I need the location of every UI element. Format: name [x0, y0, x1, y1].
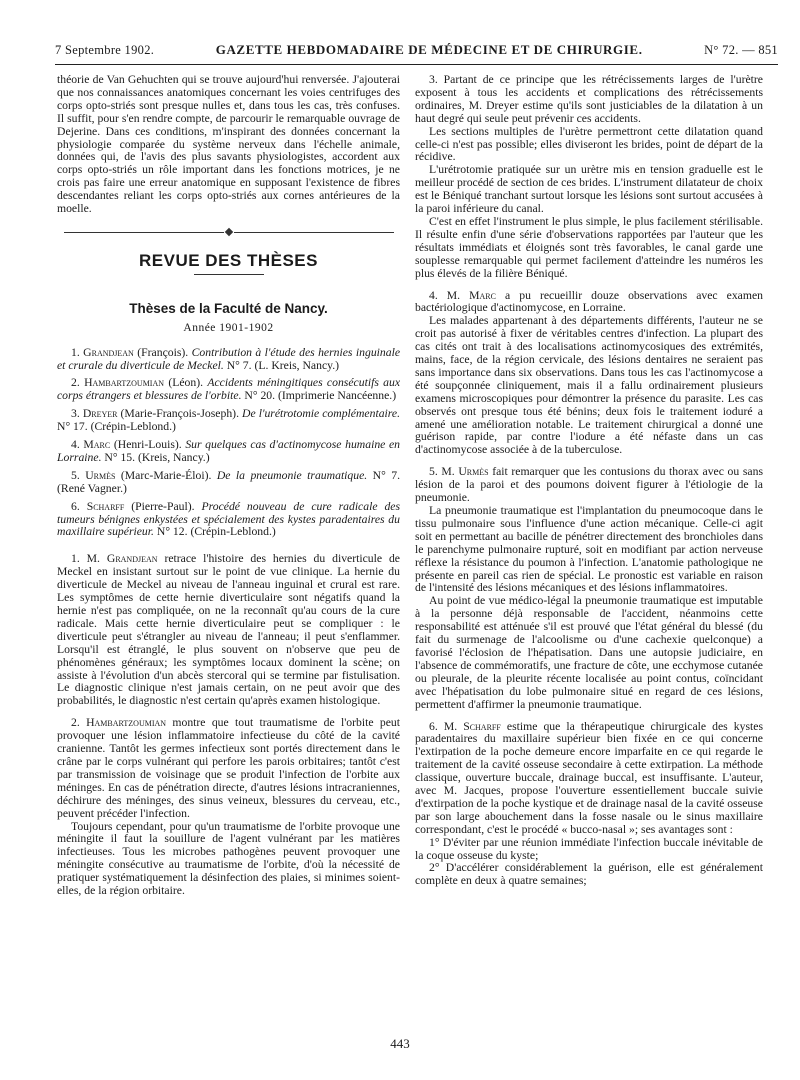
- body-paragraph: 3. Partant de ce principe que les rétrécissements larges de l'urètre exposent à tous les accidents et complications des rétrécissements ordinaires, M. Dreyer estime qu'ils sont justiciables de la dilatation à un haut degré qui seule peut prévenir ces accidents.: [415, 73, 763, 125]
- section-title: REVUE DES THÈSES: [139, 250, 318, 270]
- summary-paragraph: 2. Hambartzoumian montre que tout traumatisme de l'orbite peut provoquer une lésion inflammatoire infectieuse du côté de la cavité cranienne. Tantôt les germes infectieux sont portés directement dans le crâne par le corps vulnérant qui perfore les parois orbitaires; tantôt c'est par transmission de voisinage que se produit l'infection de l'orbite aux méninges. En cas de pénétration directe, d'autres lésions intracraniennes, déchirure des méninges, des sinus veineux, blessures du cerveau, etc., peuvent précéder l'infection.: [57, 716, 401, 820]
- left-column: [57, 74, 400, 898]
- summary-paragraph: 5. M. Urmès fait remarquer que les contusions du thorax avec ou sans lésion de la paroi et des poumons doivent figurer à l'étiologie de la pneumonie.: [415, 465, 763, 505]
- header-date: 7 Septembre 1902.: [55, 43, 155, 57]
- body-paragraph: Les sections multiples de l'urètre permettront cette dilatation quand celle-ci n'est pas possible; elles diviseront les brides, point de départ de la récidive.: [415, 124, 763, 164]
- journal-title: GAZETTE HEBDOMADAIRE DE MÉDECINE ET DE CHIRURGIE.: [215, 42, 643, 57]
- ornament-divider: [57, 226, 400, 239]
- thesis-list: [57, 347, 400, 540]
- body-paragraph: 2° D'accélérer considérablement la guérison, elle est généralement complète en deux à quatre semaines;: [415, 861, 763, 888]
- body-paragraph: L'urétrotomie pratiquée sur un urètre mis en tension graduelle est le meilleur procédé de section de ces brides. L'instrument dilatateur de choix est le Béniqué tranchant surtout lorsque les lésions sont surtout accusées à la paroi inférieure du canal.: [415, 163, 763, 216]
- thesis-item: 6. Scharff (Pierre-Paul). Procédé nouveau de cure radicale des tumeurs bénignes enkystées et spécialement des kystes paradentaires du maxillaire supérieur. N° 12. (Crépin-Leblond.): [57, 499, 401, 539]
- header-rule: [55, 64, 778, 65]
- body-paragraph: Au point de vue médico-légal la pneumonie traumatique est imputable à la personne déjà responsable de l'accident, néanmoins cette responsabilité est atténuée s'il est prouvé que l'état général du blessé (du fait du surmenage de l'alcoolisme ou d'une cachexie quelconque) a favorisé l'éclosion de l'hépatisation. Dans une autopsie judiciaire, en l'absence de commémoratifs, une fracture de côte, une ecchymose cutanée ou pleurale, de la pleurite récente localisée au point contus, coïncidant avec l'hépatisation du lobe pulmonaire situé en regard de ces lésions, permettent d'affirmer la pneumonie traumatique.: [415, 594, 763, 711]
- thesis-item: 1. Grandjean (François). Contribution à l'étude des hernies inguinale et crurale du diverticule de Meckel. N° 7. (L. Kreis, Nancy.): [57, 345, 401, 372]
- thesis-item: 2. Hambartzoumian (Léon). Accidents méningitiques consécutifs aux corps étrangers et blessures de l'orbite. N° 20. (Imprimerie Nancéenne.): [57, 376, 401, 403]
- header-number: N° 72. — 851: [704, 43, 778, 57]
- thesis-item: 3. Dreyer (Marie-François-Joseph). De l'urétrotomie complémentaire. N° 17. (Crépin-Leblond.): [57, 407, 401, 434]
- body-paragraph: 1° D'éviter par une réunion immédiate l'infection buccale inévitable de la coque osseuse du kyste;: [415, 835, 763, 862]
- right-column: [415, 74, 763, 888]
- intro-paragraph: théorie de Van Gehuchten qui se trouve aujourd'hui renversée. J'ajouterai que nos connaissances anatomiques concernant les voies centrifuges des corps opto-striés sont presque nulles et, dans tous les cas, très confuses. Il suffit, pour s'en rendre compte, de parcourir le remarquable ouvrage de Dejerine. Dans ces conditions, m'inspirant des données concernant la physiologie comparée du système nerveux dans l'échelle animale, données qui, de l'avis des plus savants physiologistes, accordent aux corps opto-striés un rôle important dans les fonctions motrices, je ne crois pas faire une erreur anatomique en supposant l'existence de fibres descendantes reliant les corps opto-striés aux cornes antérieures de la moelle.: [57, 73, 400, 216]
- body-paragraph: Toujours cependant, pour qu'un traumatisme de l'orbite provoque une méningite il faut la souillure de l'agent vulnérant par les matières infectieuses. Tous les microbes pathogènes peuvent provoquer une méningite consécutive au traumatisme de l'orbite, d'où la nécessité de pratiquer systématiquement la désinfection des plaies, si minimes soient-elles, de la région orbitaire.: [57, 819, 400, 898]
- thesis-item: 5. Urmès (Marc-Marie-Éloi). De la pneumonie traumatique. N° 7. (René Vagner.): [57, 468, 400, 495]
- summary-paragraph: 1. M. Grandjean retrace l'histoire des hernies du diverticule de Meckel en insistant surtout sur le point de vue clinique. La hernie du diverticule de Meckel au niveau de l'anneau inguinal et crural est rare. Les symptômes de cette hernie diverticulaire sont négatifs quand la hernie n'est pas compliquée, on ne la reconnaît qu'au cours de la cure radicale. Mais cette hernie diverticulaire peut se compliquer : le diverticule peut s'étrangler au niveau de l'anneau; il peut s'enflammer. Lorsqu'il est étranglé, le plus souvent on n'observe que peu de phénomènes généraux; les symptômes locaux dominent la scène; on assiste à l'évolution d'un abcès stercoral qui se termine par fistulisation. Le diagnostic clinique n'est jamais certain, on ne peut avoir que des probabilités, le diagnostic n'est certain qu'après examen histologique.: [57, 552, 400, 708]
- page-number: 443: [390, 1036, 410, 1051]
- summary-paragraph: 4. M. Marc a pu recueillir douze observations avec examen bactériologique d'actinomycose, en Lorraine.: [415, 288, 763, 315]
- body-paragraph: C'est en effet l'instrument le plus simple, le plus facilement stérilisable. Il résulte enfin d'une série d'observations rapportées par l'auteur que les résultats immédiats et éloignés sont très favorables, le canal garde une souplesse remarquable qui permet facilement d'atteindre les numéros les plus élevés de la filière Béniqué.: [415, 214, 763, 280]
- academic-year: Année 1901-1902: [183, 321, 274, 334]
- body-paragraph: La pneumonie traumatique est l'implantation du pneumocoque dans le tissu pulmonaire sous l'influence d'une action mécanique. Celle-ci agit soit en permettant au bacille de pénétrer directement des bronchioles dans le parenchyme pulmonaire rupturé, soit en modifiant par action nerveuse réflexe la résistance du poumon à l'infection. L'anatomie pathologique ne présente en pareil cas rien de spécial. Le pronostic est variable en raison de l'intensité des lésions mécaniques et des lésions inflammatoires.: [415, 504, 763, 595]
- running-header: [55, 42, 778, 62]
- thesis-item: 4. Marc (Henri-Louis). Sur quelques cas d'actinomycose humaine en Lorraine. N° 15. (Kreis, Nancy.): [57, 438, 401, 464]
- summary-paragraph: 6. M. Scharff estime que la thérapeutique chirurgicale des kystes paradentaires du maxillaire supérieur bien fixée en ce qui concerne l'extirpation de la poche demeure encore imparfaite en ce qui regarde le traitement de la cavité osseuse secondaire à cette extirpation. La méthode classique, ouverture buccale, drainage buccal, est insuffisante. L'auteur, avec M. Jacques, propose l'ouverture essentiellement buccale suivie d'extirpation de la poche kystique et de drainage nasal de la cavité osseuse par son large abouchement dans la fosse nasale ou le sinus maxillaire correspondant, c'est le procédé « bucco-nasal »; ses avantages sont :: [415, 719, 763, 836]
- body-paragraph: Les malades appartenant à des départements différents, l'auteur ne se croit pas autorisé à fixer de véritables centres d'infection. La plupart des cas cités ont trait à des localisations actinomycosiques des extrémités, mains, face, de la région cervicale, des lésions dentaires ne seraient pas sans importance dans six observations. Dans tous les cas l'actinomycose a été soupçonnée cliniquement, mais il a fallu ordinairement plusieurs examens microscopiques pour démontrer la présence du parasite. Les cas observés ont presque tous été bénins; deux fois le traitement ioduré a amené une amélioration notable. Le traitement chirurgical a donné une guérison rapide, par contre l'iodure a été néfaste dans un cas d'actinomycose associée à de la tuberculose.: [415, 314, 763, 457]
- subsection-title: Thèses de la Faculté de Nancy.: [129, 300, 328, 316]
- section-rule: [194, 274, 264, 275]
